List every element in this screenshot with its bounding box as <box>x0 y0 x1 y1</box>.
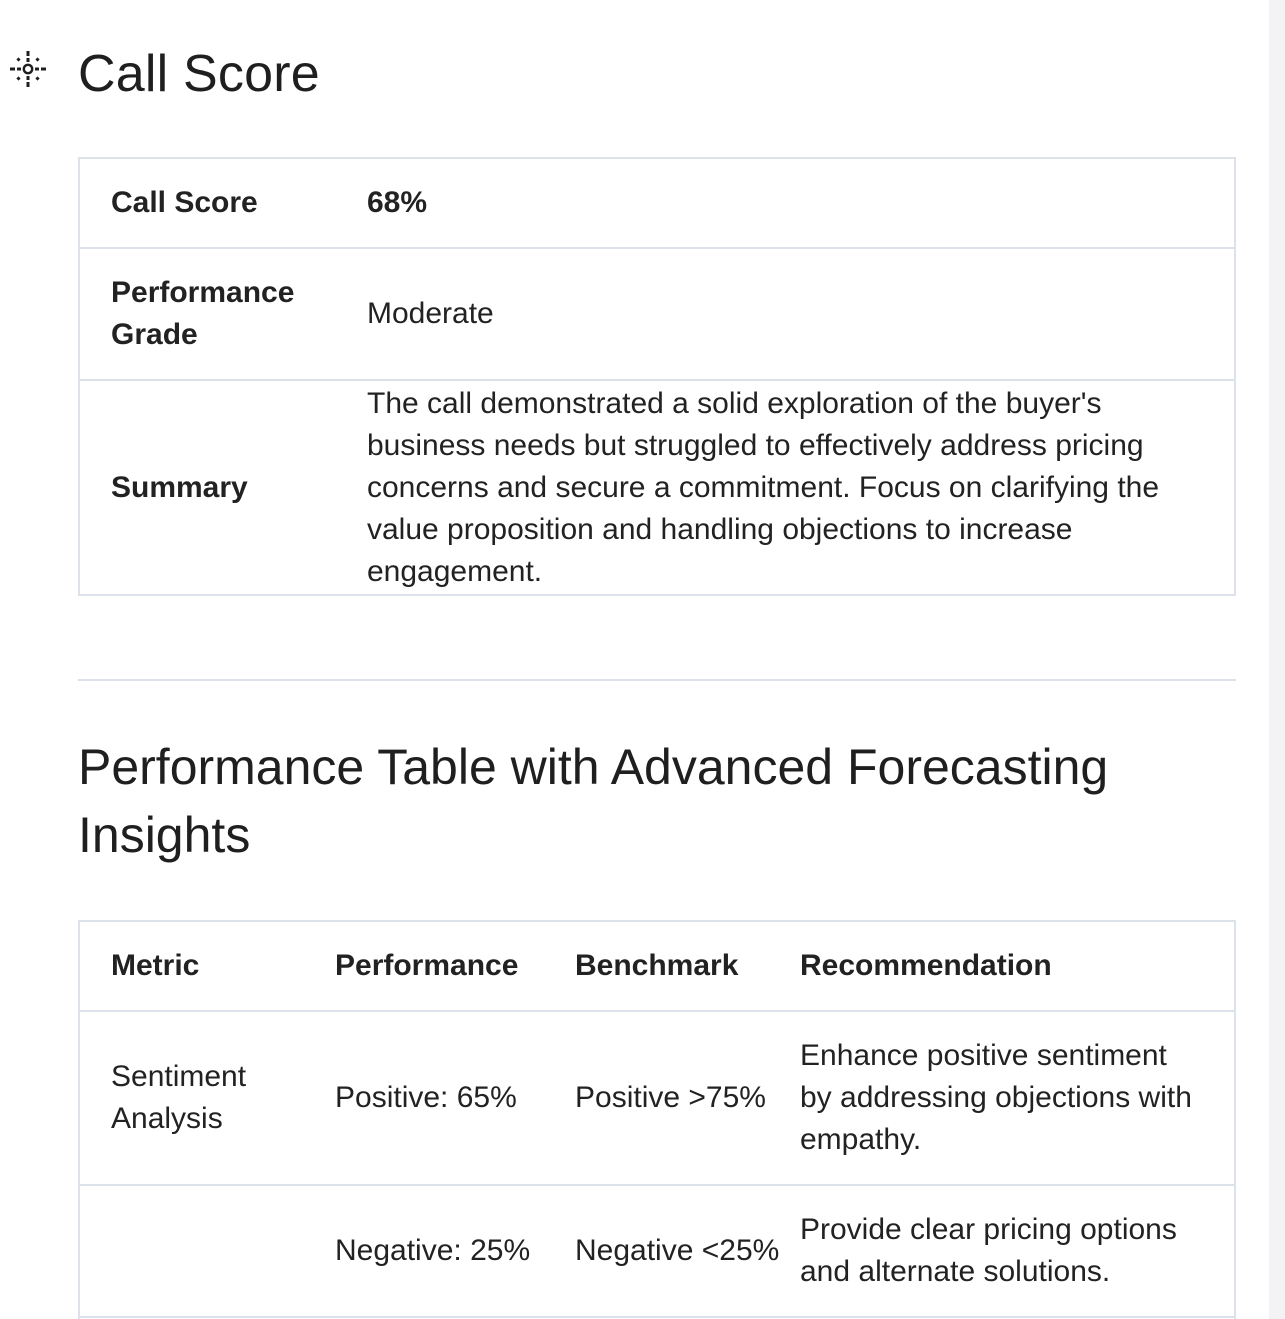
metric-cell: Sentiment Analysis <box>79 1011 335 1185</box>
section-divider <box>78 679 1236 681</box>
row-label: Summary <box>79 380 336 595</box>
column-header-metric: Metric <box>111 949 200 982</box>
metric-cell <box>79 1185 335 1317</box>
row-label: Performance Grade <box>79 248 336 380</box>
page-title: Call Score <box>78 45 320 103</box>
column-header-benchmark: Benchmark <box>575 949 739 982</box>
performance-table <box>78 920 1236 1319</box>
recommendation-cell: Enhance positive sentiment by addressing objections with empathy. <box>800 1011 1235 1185</box>
row-label: Call Score <box>111 186 258 219</box>
benchmark-cell: Positive >75% <box>575 1011 800 1185</box>
table-row <box>79 1185 1235 1317</box>
call-score-table <box>78 157 1236 596</box>
table-header-row <box>79 921 1235 1011</box>
column-header-performance: Performance <box>335 949 519 982</box>
performance-grade-value: Moderate <box>336 248 1235 380</box>
table-row <box>79 248 1235 380</box>
summary-value: The call demonstrated a solid exploration of the buyer's business needs but struggled to effectively address pricing concerns and secure a commitment. Focus on clarifying the value proposition and handling objections to increase engagement. <box>336 380 1235 595</box>
recommendation-cell: Provide clear pricing options and alternate solutions. <box>800 1185 1235 1317</box>
crosshair-icon <box>6 47 50 91</box>
table-row <box>79 1011 1235 1185</box>
performance-cell: Negative: 25% <box>335 1185 575 1317</box>
table-row <box>79 380 1235 595</box>
performance-cell: Positive: 65% <box>335 1011 575 1185</box>
call-score-value: 68% <box>367 186 428 219</box>
scrollbar-track[interactable] <box>1269 0 1285 1319</box>
section-heading: Performance Table with Advanced Forecasting Insights <box>78 739 1109 863</box>
benchmark-cell: Negative <25% <box>575 1185 800 1317</box>
column-header-recommendation: Recommendation <box>800 949 1052 982</box>
table-row <box>79 158 1235 248</box>
